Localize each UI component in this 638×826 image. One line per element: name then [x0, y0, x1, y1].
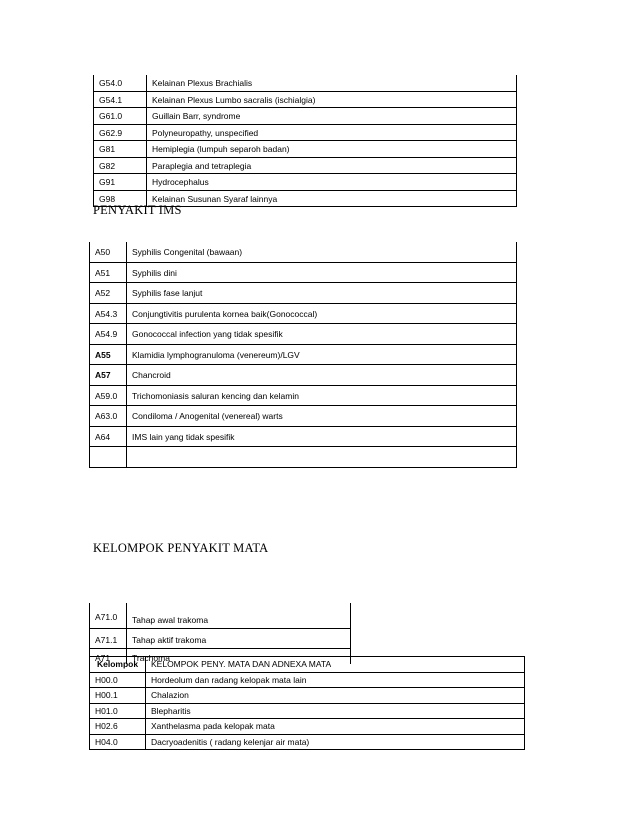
code-cell: A50: [90, 242, 127, 262]
description-cell: Hordeolum dan radang kelopak mata lain: [146, 672, 525, 688]
description-cell: Xanthelasma pada kelopak mata: [146, 719, 525, 735]
table-row: [90, 242, 517, 262]
description-cell: Kelainan Plexus Brachialis: [147, 75, 517, 91]
table-row: [90, 672, 525, 688]
description-cell: Blepharitis: [146, 703, 525, 719]
eye-code-table: [89, 656, 525, 750]
header-code-cell: Kelompok: [90, 657, 146, 673]
description-cell: Guillain Barr, syndrome: [147, 108, 517, 125]
table-row: [94, 75, 517, 91]
description-cell: Chalazion: [146, 688, 525, 704]
table-row: [90, 447, 517, 468]
description-cell: Paraplegia and tetraplegia: [147, 157, 517, 174]
table-row: [94, 108, 517, 125]
description-cell: Tahap aktif trakoma: [127, 629, 351, 649]
table-row: [94, 141, 517, 158]
description-cell: Condiloma / Anogenital (venereal) warts: [127, 406, 517, 427]
table-row: [90, 303, 517, 324]
code-cell: G98: [94, 190, 147, 207]
table-row: [90, 385, 517, 406]
table-row: [90, 344, 517, 365]
code-cell: A59.0: [90, 385, 127, 406]
description-cell: Hydrocephalus: [147, 174, 517, 191]
description-cell: Trichomoniasis saluran kencing dan kelamin: [127, 385, 517, 406]
description-cell: [127, 447, 517, 468]
table-row: [90, 719, 525, 735]
table-row: [90, 262, 517, 283]
description-cell: Dacryoadenitis ( radang kelenjar air mata): [146, 734, 525, 750]
table-row: [90, 324, 517, 345]
code-cell: A71.0: [90, 603, 127, 629]
ims-code-table: [89, 242, 517, 468]
code-cell: A54.3: [90, 303, 127, 324]
table-row: [94, 157, 517, 174]
table-row: [90, 283, 517, 304]
description-cell: Kelainan Plexus Lumbo sacralis (ischialgia): [147, 91, 517, 108]
code-cell: G61.0: [94, 108, 147, 125]
code-cell: G82: [94, 157, 147, 174]
table-row: [90, 603, 351, 629]
table-row: [94, 91, 517, 108]
description-cell: Syphilis Congenital (bawaan): [127, 242, 517, 262]
table-row: [90, 365, 517, 386]
description-cell: Chancroid: [127, 365, 517, 386]
code-cell: H04.0: [90, 734, 146, 750]
description-cell: Syphilis fase lanjut: [127, 283, 517, 304]
description-cell: Tahap awal trakoma: [127, 603, 351, 629]
code-cell: A63.0: [90, 406, 127, 427]
table-row: [90, 629, 351, 649]
code-cell: A57: [90, 365, 127, 386]
header-description-cell: KELOMPOK PENY. MATA DAN ADNEXA MATA: [146, 657, 525, 673]
description-cell: IMS lain yang tidak spesifik: [127, 426, 517, 447]
code-cell: A71: [90, 649, 127, 665]
code-cell: G54.0: [94, 75, 147, 91]
table-row: [90, 426, 517, 447]
description-cell: Polyneuropathy, unspecified: [147, 124, 517, 141]
code-cell: A54.9: [90, 324, 127, 345]
code-cell: G62.9: [94, 124, 147, 141]
code-cell: G91: [94, 174, 147, 191]
table-row: [90, 734, 525, 750]
code-cell: G81: [94, 141, 147, 158]
description-cell: Kelainan Susunan Syaraf lainnya: [147, 190, 517, 207]
table-row: [90, 688, 525, 704]
description-cell: Klamidia lymphogranuloma (venereum)/LGV: [127, 344, 517, 365]
code-cell: A71.1: [90, 629, 127, 649]
description-cell: Hemiplegia (lumpuh separoh badan): [147, 141, 517, 158]
code-cell: A52: [90, 283, 127, 304]
neurology-code-table: [93, 75, 517, 207]
trachoma-code-table: [89, 603, 351, 664]
code-cell: A51: [90, 262, 127, 283]
table-row: [94, 174, 517, 191]
code-cell: H02.6: [90, 719, 146, 735]
description-cell: Conjungtivitis purulenta kornea baik(Gonococcal): [127, 303, 517, 324]
code-cell: H00.1: [90, 688, 146, 704]
code-cell: H01.0: [90, 703, 146, 719]
table-row: [90, 703, 525, 719]
description-cell: Gonococcal infection yang tidak spesifik: [127, 324, 517, 345]
table-header-row: [90, 657, 525, 673]
ims-section-heading: PENYAKIT IMS: [93, 203, 182, 217]
code-cell: [90, 447, 127, 468]
code-cell: A55: [90, 344, 127, 365]
description-cell: Trachoma: [127, 649, 351, 665]
description-cell: Syphilis dini: [127, 262, 517, 283]
code-cell: G54.1: [94, 91, 147, 108]
code-cell: H00.0: [90, 672, 146, 688]
table-row: [90, 406, 517, 427]
eye-section-heading: KELOMPOK PENYAKIT MATA: [93, 541, 269, 555]
table-row: [94, 124, 517, 141]
code-cell: A64: [90, 426, 127, 447]
